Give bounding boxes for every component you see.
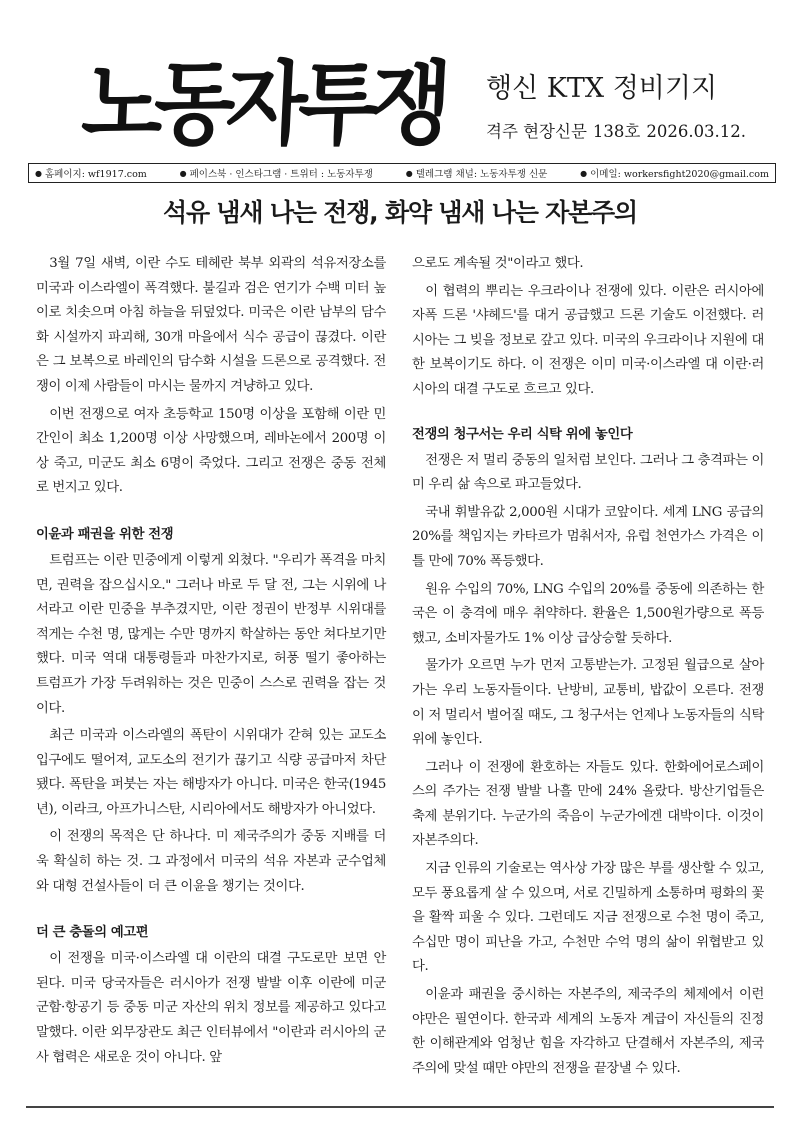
paragraph: 물가가 오르면 누가 먼저 고통받는가. 고정된 월급으로 살아가는 우리 노동자들이다. 난방비, 교통비, 밥값이 오른다. 전쟁이 저 멀리서 벌어질 때도, 그 청구서는 언제나 노동자들의 식탁 위에 놓인다. — [412, 658, 764, 748]
paragraph: 전쟁은 저 멀리 중동의 일처럼 보인다. 그러나 그 충격파는 이미 우리 삶 속으로 파고들었다. — [412, 452, 764, 493]
contact-social-label: 페이스북 · 인스타그램 · 트위터 : 노동자투쟁 — [189, 169, 373, 180]
section-heading: 더 큰 충돌의 예고편 — [36, 925, 149, 941]
paragraph: 국내 휘발유값 2,000원 시대가 코앞이다. 세계 LNG 공급의 20%를 책임지는 카타르가 멈춰서자, 유럽 천연가스 가격은 이틀 만에 70% 폭등했다. — [412, 504, 764, 569]
issue-date: 2026.03.12. — [646, 122, 747, 141]
contact-email-label: 이메일: workersfight2020@gmail.com — [590, 169, 769, 180]
article-column-left — [36, 252, 386, 1073]
section-heading: 전쟁의 청구서는 우리 식탁 위에 놓인다 — [412, 426, 633, 442]
section-heading: 이윤과 패권을 위한 전쟁 — [36, 526, 174, 542]
paragraph: 이 전쟁을 미국·이스라엘 대 이란의 대결 구도로만 보면 안 된다. 미국 당국자들은 러시아가 전쟁 발발 이후 이란에 미군 군함·항공기 등 중동 미군 자산의 위치 정보를 제공하고 있다고 말했다. 이란 외무장관도 최근 인터뷰에서 "이란과 러시아의 군사 협력은 새로운 것이 아니다. 앞 — [36, 951, 386, 1065]
paragraph: 원유 수입의 70%, LNG 수입의 20%를 중동에 의존하는 한국은 이 충격에 매우 취약하다. 환율은 1,500원가량으로 폭등했고, 소비자물가도 1% 이상 급상승할 듯하다. — [412, 581, 764, 646]
contact-homepage[interactable] — [35, 166, 147, 180]
contact-homepage-label: 홈페이지: wf1917.com — [44, 169, 147, 180]
bullet-icon: ● — [405, 168, 413, 178]
issue-line — [486, 121, 752, 143]
bullet-icon: ● — [179, 168, 187, 178]
contact-email[interactable] — [580, 166, 769, 180]
bullet-icon: ● — [35, 168, 42, 178]
contact-social[interactable] — [180, 166, 373, 180]
paragraph: 그러나 이 전쟁에 환호하는 자들도 있다. 한화에어로스페이스의 주가는 전쟁 발발 나흘 만에 24% 올랐다. 방산기업들은 축제 분위기다. 누군가의 죽음이 누군가에겐 대박이다. 이것이 자본주의다. — [412, 759, 764, 849]
paragraph-continued: 으로도 계속될 것"이라고 했다. — [412, 256, 584, 271]
contact-telegram-label: 텔레그램 채널: 노동자투쟁 신문 — [415, 169, 548, 180]
bottom-rule — [26, 1106, 774, 1108]
newspaper-logo: 노동자투쟁 — [79, 51, 446, 157]
paragraph: 이 협력의 뿌리는 우크라이나 전쟁에 있다. 이란은 러시아에 자폭 드론 '샤헤드'를 대거 공급했고 드론 기술도 이전했다. 러시아는 그 빚을 정보로 갚고 있다. 미국의 우크라이나 지원에 대한 보복이기도 하다. 이 전쟁은 이미 미국·이스라엘 대 이란·러시아의 대결 구도로 흐르고 있다. — [412, 283, 764, 397]
contact-bar — [28, 163, 776, 183]
paragraph: 이윤과 패권을 중시하는 자본주의, 제국주의 체제에서 이런 야만은 필연이다. 한국과 세계의 노동자 계급이 자신들의 진정한 이해관계와 엄청난 힘을 자각하고 단결해서 자본주의, 제국주의에 맞설 때만 야만의 전쟁을 끝장낼 수 있다. — [412, 987, 764, 1076]
article-headline: 석유 냄새 나는 전쟁, 화약 냄새 나는 자본주의 — [163, 198, 637, 227]
contact-telegram[interactable] — [406, 166, 548, 180]
paragraph: 이 전쟁의 목적은 단 하나다. 미 제국주의가 중동 지배를 더욱 확실히 하는 것. 그 과정에서 미국의 석유 자본과 군수업체와 대형 건설사들이 더 큰 이윤을 챙기는 것이다. — [36, 829, 386, 894]
paragraph: 지금 인류의 기술로는 역사상 가장 많은 부를 생산할 수 있고, 모두 풍요롭게 살 수 있으며, 서로 긴밀하게 소통하며 평화의 꽃을 활짝 피울 수 있다. 그런데도 지금 전쟁으로 수천 명이 죽고, 수십만 명이 피난을 가고, 수천만 수억 명의 삶이 위협받고 있다. — [412, 861, 764, 975]
bullet-icon: ● — [580, 168, 588, 178]
issue-type: 격주 현장신문 — [486, 122, 587, 141]
paragraph: 3월 7일 새벽, 이란 수도 테헤란 북부 외곽의 석유저장소를 미국과 이스라엘이 폭격했다. 불길과 검은 연기가 수백 미터 높이로 치솟으며 아침 하늘을 뒤덮었다. 미국은 이란 남부의 담수화 시설까지 파괴해, 30개 마을에서 식수 공급이 끊겼다. 이란은 그 보복으로 바레인의 담수화 시설을 드론으로 공격했다. 전쟁이 이제 사람들이 마시는 물까지 겨냥하고 있다. — [36, 256, 386, 394]
issue-number: 138호 — [592, 122, 641, 141]
edition-title: 행신 KTX 정비기지 — [486, 73, 718, 104]
article-column-right — [412, 252, 764, 1084]
paragraph: 트럼프는 이란 민중에게 이렇게 외쳤다. "우리가 폭격을 마치면, 권력을 잡으십시오." 그러나 바로 두 달 전, 그는 시위에 나서라고 이란 민중을 부추겼지만, 이란 정권이 반정부 시위대를 적게는 수천 명, 많게는 수만 명까지 학살하는 동안 쳐다보기만 했다. 미국 역대 대통령들과 마찬가지로, 허풍 떨기 좋아하는 트럼프가 가장 두려워하는 것은 민중이 스스로 권력을 잡는 것이다. — [36, 552, 386, 716]
masthead — [0, 0, 800, 160]
paragraph: 이번 전쟁으로 여자 초등학교 150명 이상을 포함해 이란 민간인이 최소 1,200명 이상 사망했으며, 레바논에서 200명 이상 죽고, 미군도 최소 6명이 죽었다. 그리고 전쟁은 중동 전체로 번지고 있다. — [36, 406, 386, 496]
paragraph: 최근 미국과 이스라엘의 폭탄이 시위대가 갇혀 있는 교도소 입구에도 떨어져, 교도소의 전기가 끊기고 식량 공급마저 차단됐다. 폭탄을 퍼붓는 자는 해방자가 아니다. 미국은 한국(1945년), 이라크, 아프가니스탄, 시리아에서도 해방자가 아니었다. — [36, 728, 386, 817]
